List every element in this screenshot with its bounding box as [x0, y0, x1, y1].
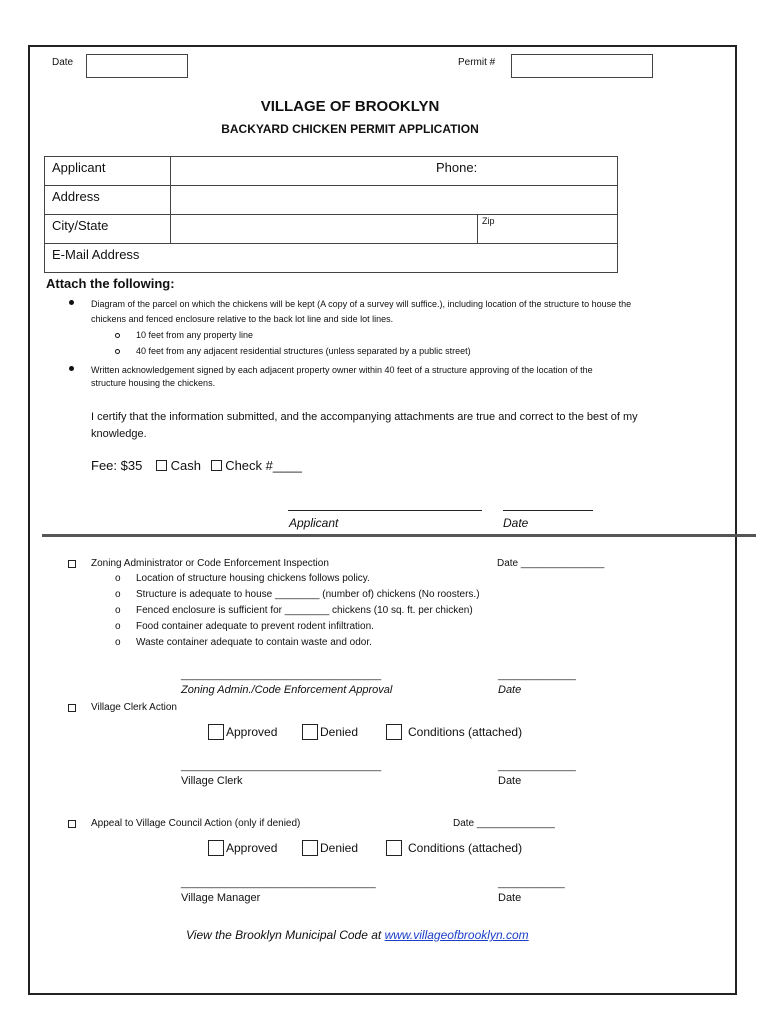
city-state-label: City/State	[52, 218, 109, 233]
clerk-denied-label: Denied	[320, 725, 359, 739]
email-field[interactable]	[171, 244, 617, 272]
list-item-marker: o	[115, 621, 121, 632]
city-state-field[interactable]	[171, 215, 476, 243]
page-subtitle: BACKYARD CHICKEN PERMIT APPLICATION	[221, 122, 479, 136]
zip-field[interactable]	[478, 215, 617, 243]
list-item: Waste container adequate to contain waste and odor.	[136, 637, 372, 648]
list-item-marker: o	[115, 637, 121, 648]
applicant-signature-label: Applicant	[289, 516, 339, 530]
permit-label: Permit #	[458, 57, 496, 68]
bullet-icon	[69, 366, 74, 371]
list-item: Food container adequate to prevent rodent infiltration.	[136, 621, 374, 632]
bullet-icon	[69, 300, 74, 305]
applicant-label: Applicant	[52, 160, 106, 175]
check-label: Check #____	[225, 458, 302, 473]
clerk-date-label: Date	[498, 775, 522, 787]
list-item-marker: o	[115, 589, 121, 600]
appeal-conditions-label: Conditions (attached)	[408, 841, 523, 855]
clerk-approved-checkbox[interactable]	[208, 724, 224, 740]
circle-bullet-icon	[115, 333, 120, 338]
certify-line-2: knowledge.	[91, 428, 147, 440]
check-checkbox[interactable]	[211, 460, 222, 471]
circle-bullet-icon	[115, 349, 120, 354]
appeal-approved-label: Approved	[226, 841, 278, 855]
clerk-approved-label: Approved	[226, 725, 278, 739]
phone-label: Phone:	[436, 160, 478, 175]
applicant-date-line[interactable]	[503, 510, 593, 511]
footer-text	[186, 928, 529, 942]
list-item: Structure is adequate to house ________ (number of) chickens (No roosters.)	[136, 589, 480, 600]
zoning-date-line[interactable]: ______________	[498, 670, 576, 681]
manager-date-label: Date	[498, 892, 522, 904]
attach-sub-item-2: 40 feet from any adjacent residential structures (unless separated by a public street)	[136, 346, 471, 356]
applicant-signature-line[interactable]	[288, 510, 482, 511]
certify-line-1: I certify that the information submitted, and the accompanying attachments are true and correct to the best of my	[91, 411, 638, 423]
section-divider	[42, 534, 756, 537]
zoning-signature-line[interactable]: ____________________________________	[181, 670, 382, 681]
inspection-date: Date _______________	[497, 558, 605, 569]
clerk-action-title: Village Clerk Action	[91, 702, 177, 713]
fee-label: Fee: $35	[91, 458, 143, 473]
appeal-denied-checkbox[interactable]	[302, 840, 318, 856]
clerk-date-line[interactable]: ______________	[498, 761, 576, 772]
list-item-marker: o	[115, 605, 121, 616]
zoning-date-label: Date	[498, 684, 522, 696]
appeal-date: Date ______________	[453, 818, 555, 829]
clerk-signature-label: Village Clerk	[181, 775, 243, 787]
appeal-conditions-checkbox[interactable]	[386, 840, 402, 856]
appeal-denied-label: Denied	[320, 841, 359, 855]
clerk-conditions-label: Conditions (attached)	[408, 725, 523, 739]
municipal-code-link[interactable]: www.villageofbrooklyn.com	[384, 928, 529, 942]
manager-signature-label: Village Manager	[181, 892, 261, 904]
list-item-marker: o	[115, 573, 121, 584]
address-field[interactable]	[171, 186, 617, 214]
clerk-denied-checkbox[interactable]	[302, 724, 318, 740]
list-item: Fenced enclosure is sufficient for ________ chickens (10 sq. ft. per chicken)	[136, 605, 473, 616]
clerk-action-checkbox[interactable]	[68, 704, 76, 712]
zip-label: Zip	[482, 216, 495, 226]
appeal-approved-checkbox[interactable]	[208, 840, 224, 856]
date-field[interactable]	[86, 54, 188, 78]
cash-checkbox[interactable]	[156, 460, 167, 471]
page-title: VILLAGE OF BROOKLYN	[260, 98, 440, 115]
inspection-checkbox[interactable]	[68, 560, 76, 568]
fee-row	[91, 458, 302, 473]
inspection-title: Zoning Administrator or Code Enforcement Inspection	[91, 558, 329, 569]
applicant-date-label: Date	[503, 516, 529, 530]
attach-item-2-line-2: structure housing the chickens.	[91, 378, 216, 388]
clerk-conditions-checkbox[interactable]	[386, 724, 402, 740]
appeal-checkbox[interactable]	[68, 820, 76, 828]
cash-label: Cash	[170, 458, 201, 473]
footer-label: View the Brooklyn Municipal Code at	[186, 928, 385, 942]
zoning-approval-label: Zoning Admin./Code Enforcement Approval	[181, 684, 393, 696]
clerk-signature-line[interactable]: ____________________________________	[181, 761, 382, 772]
attach-heading: Attach the following:	[46, 276, 175, 291]
list-item: Location of structure housing chickens follows policy.	[136, 573, 370, 584]
manager-signature-line[interactable]: ___________________________________	[181, 878, 376, 889]
address-label: Address	[52, 189, 100, 204]
applicant-field[interactable]	[171, 157, 617, 185]
date-label: Date	[52, 57, 74, 68]
attach-item-1-line-2: chickens and fenced enclosure relative to the back lot line and side lot lines.	[91, 314, 394, 324]
appeal-title: Appeal to Village Council Action (only if denied)	[91, 818, 301, 829]
attach-item-2-line-1: Written acknowledgement signed by each adjacent property owner within 40 feet of a structure approving of the location of the	[91, 365, 593, 375]
permit-number-field[interactable]	[511, 54, 653, 78]
attach-item-1-line-1: Diagram of the parcel on which the chickens will be kept (A copy of a survey will suffice.), including location of the structure to house the	[91, 299, 632, 309]
attach-sub-item-1: 10 feet from any property line	[136, 330, 254, 340]
email-label: E-Mail Address	[52, 247, 140, 262]
manager-date-line[interactable]: ____________	[498, 878, 565, 889]
